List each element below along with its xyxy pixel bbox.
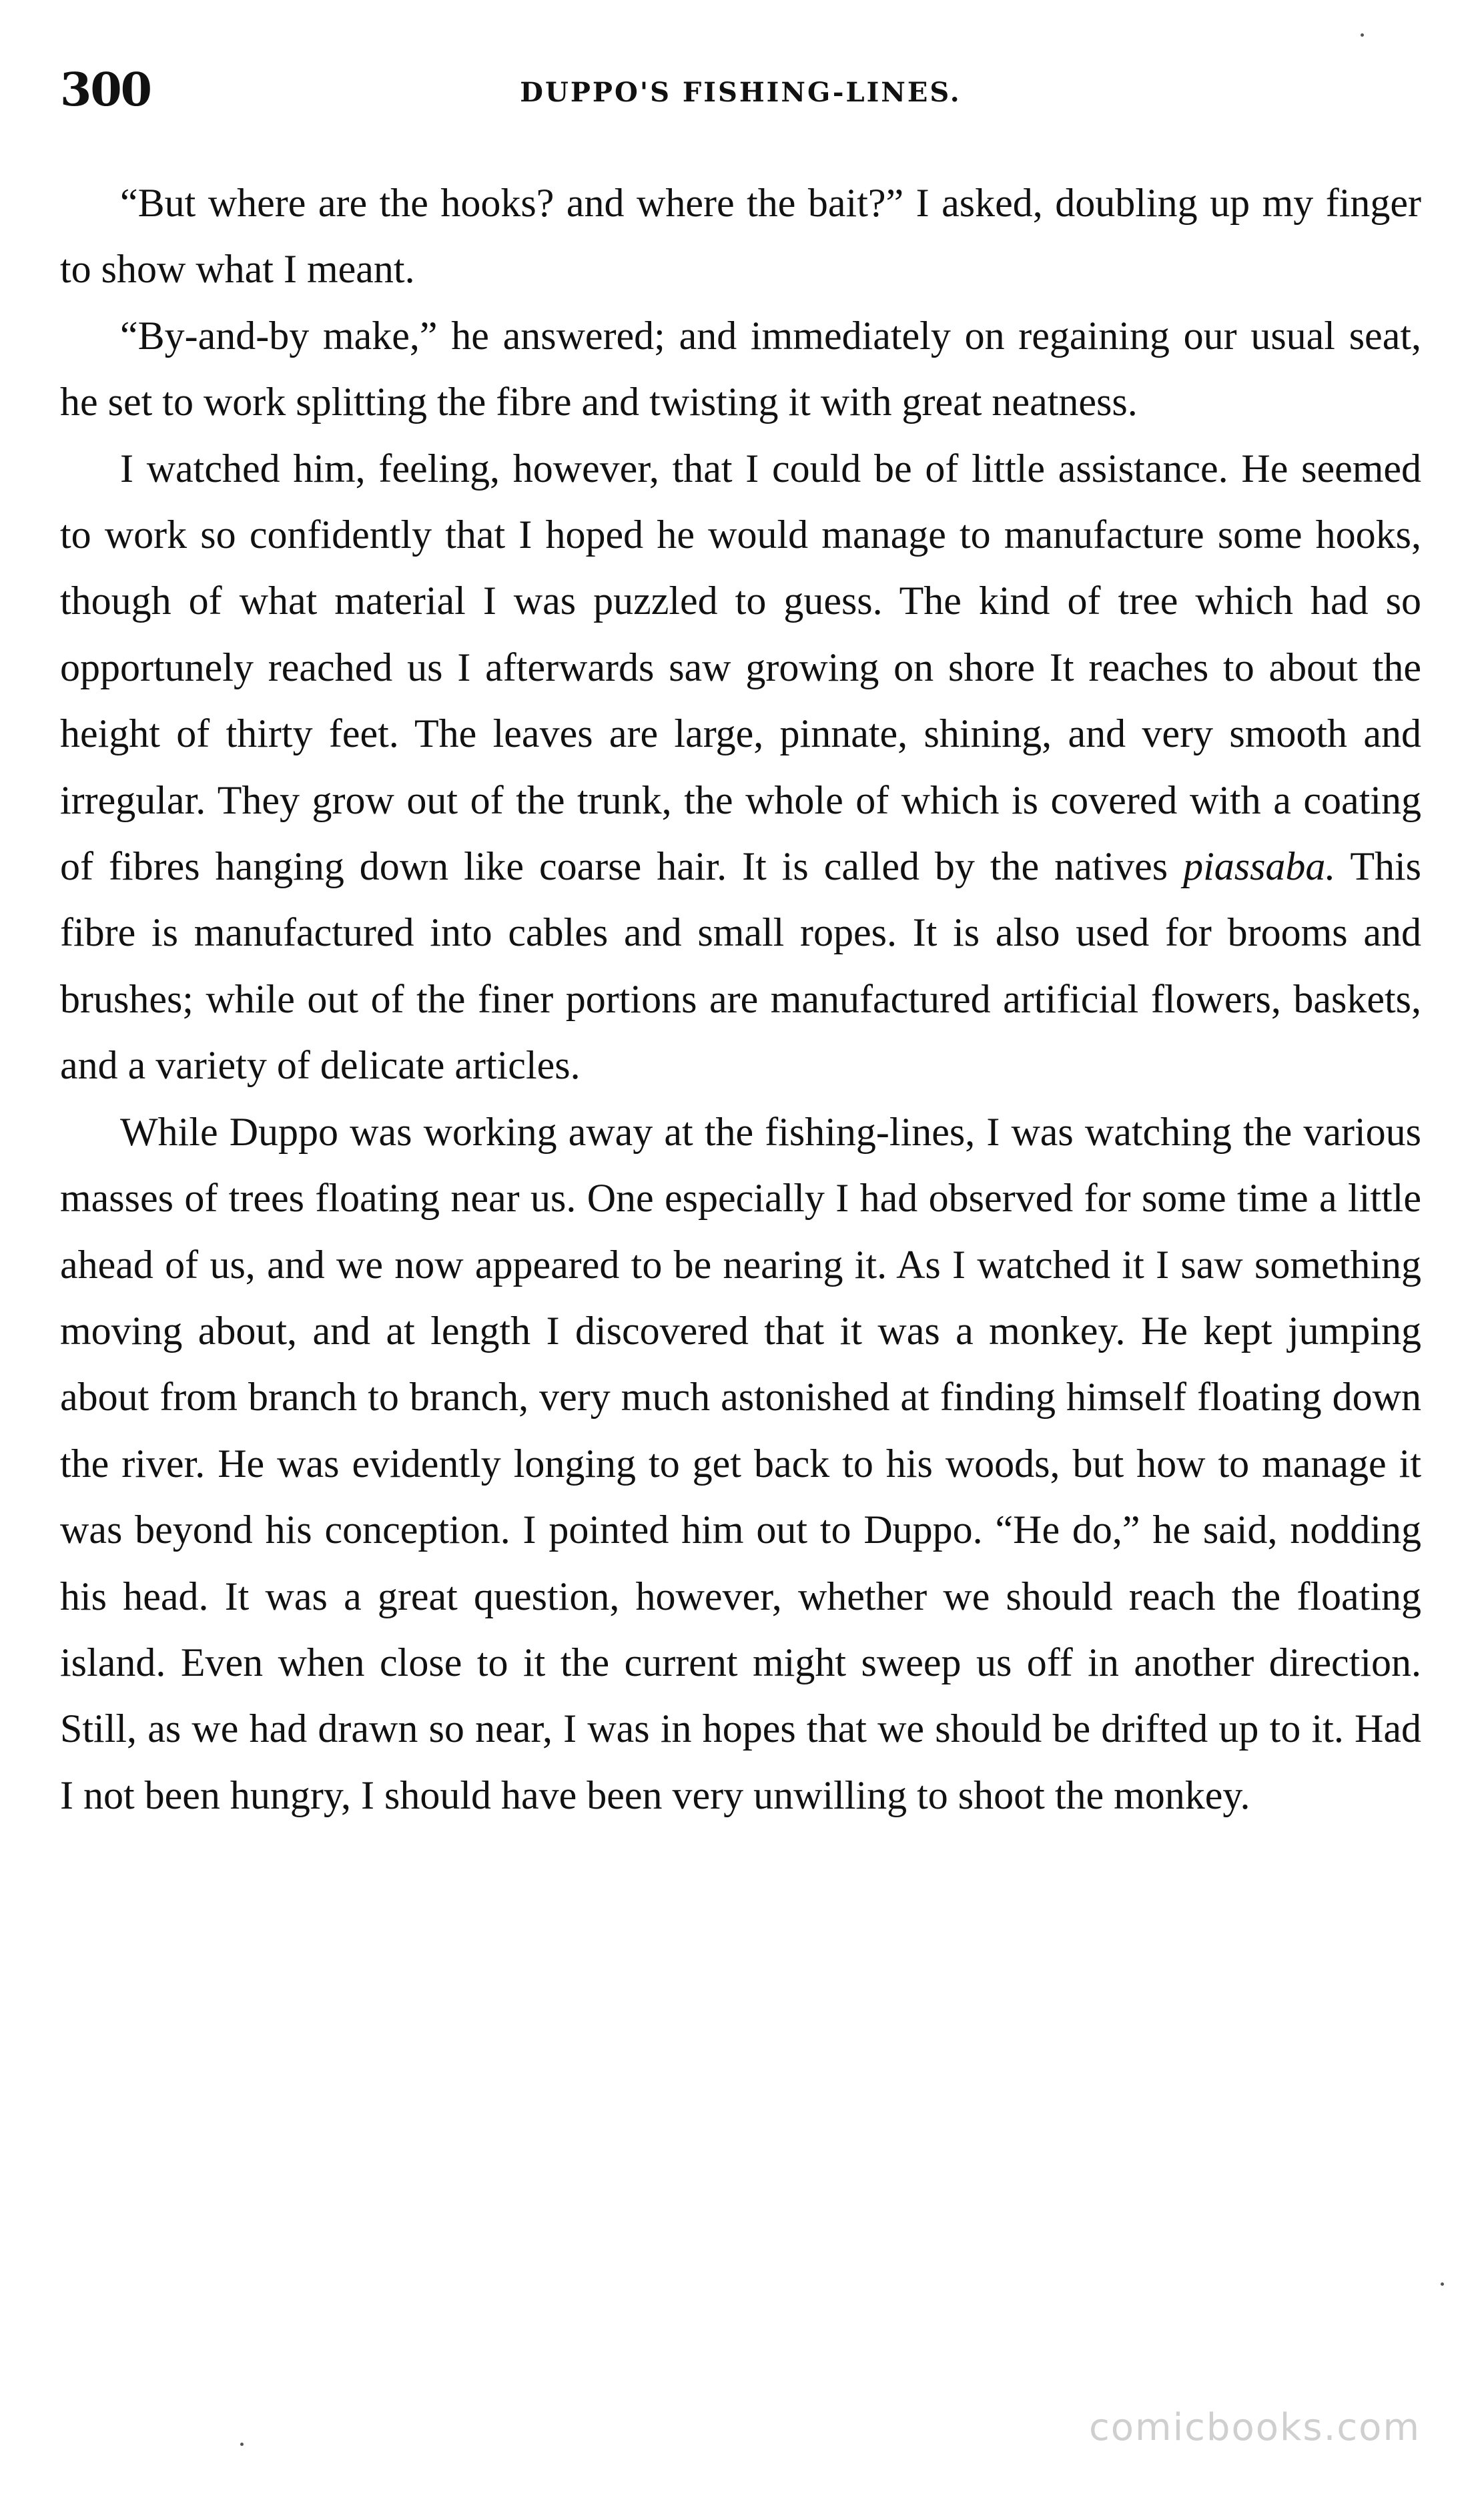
italic-term: piassaba. bbox=[1183, 844, 1336, 889]
book-page bbox=[60, 63, 1421, 2439]
paragraph-4: While Duppo was working away at the fishing-lines, I was watching the various masses of trees floating near us. One especially I had observed for some time a little ahead of us, and we now appeared to be nearing it. As I watched it I saw something moving about, and at length I discovered that it was a monkey. He kept jumping about from branch to branch, very much astonished at finding himself floating down the river. He was evidently longing to get back to his woods, but how to manage it was beyond his conception. I pointed him out to Duppo. “He do,” he said, nodding his head. It was a great question, however, whether we should reach the floating island. Even when close to it the current might sweep us off in another direction. Still, as we had drawn so near, I was in hopes that we should be drifted up to it. Had I not been hungry, I should have been very unwilling to shoot the monkey. bbox=[60, 1109, 1421, 1817]
paragraph-2: “By-and-by make,” he answered; and immediately on regaining our usual seat, he set to work splitting the fibre and twisting it with great neatness. bbox=[60, 313, 1421, 424]
watermark: comicbooks.com bbox=[1088, 2406, 1421, 2449]
page-header bbox=[60, 63, 1421, 123]
paragraph-1: “But where are the hooks? and where the bait?” I asked, doubling up my finger to show what I meant. bbox=[60, 181, 1421, 292]
page-number: 300 bbox=[60, 63, 151, 117]
dust-speck bbox=[240, 2443, 244, 2446]
body-text bbox=[60, 170, 1421, 1829]
dust-speck bbox=[1361, 33, 1364, 37]
paragraph-3: I watched him, feeling, however, that I could be of little assistance. He seemed to work so confidently that I hoped he would manage to manufacture some hooks, though of what material I was puzzled to guess. The kind of tree which had so opportunely reached us I afterwards saw growing on shore It reaches to about the height of thirty feet. The leaves are large, pinnate, shining, and very smooth and irregular. They grow out of the trunk, the whole of which is covered with a coating of fibres hanging down like coarse hair. It is called by the natives piassaba. This fibre is manufactured into cables and small ropes. It is also used for brooms and brushes; while out of the finer portions are manufactured artificial flowers, baskets, and a variety of delicate articles. bbox=[60, 446, 1421, 1088]
dust-speck bbox=[1441, 2282, 1444, 2286]
running-head: DUPPO'S FISHING-LINES. bbox=[520, 77, 962, 108]
